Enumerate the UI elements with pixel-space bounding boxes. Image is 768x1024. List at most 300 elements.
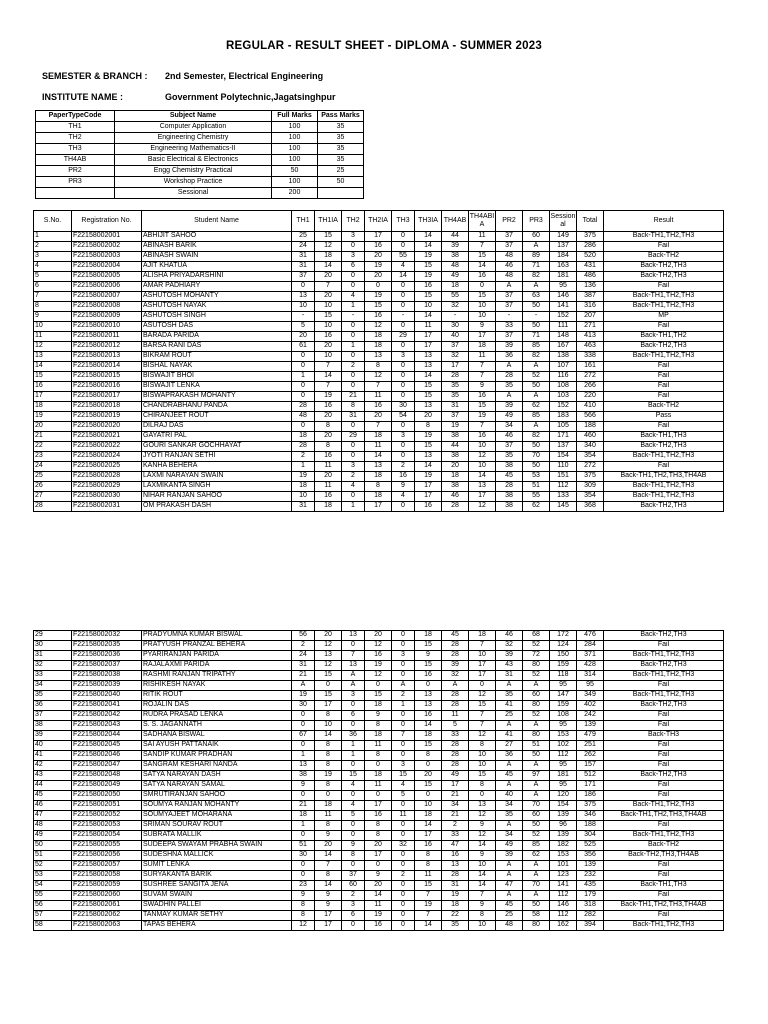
result-cell: SUBRATA MALLIK [142, 831, 292, 841]
result-cell: 31 [34, 651, 72, 661]
result-cell: F22158002055 [72, 841, 142, 851]
result-cell: 19 [34, 412, 72, 422]
result-cell: 13 [469, 801, 496, 811]
table-row [34, 921, 724, 931]
result-cell: 12 [469, 452, 496, 462]
result-cell: F22158002058 [72, 871, 142, 881]
result-cell: 60 [523, 232, 550, 242]
result-cell: 150 [550, 651, 577, 661]
result-cell: 0 [342, 452, 365, 462]
result-cell: F22158002043 [72, 721, 142, 731]
result-cell: F22158002005 [72, 272, 142, 282]
result-cell: A [496, 861, 523, 871]
result-cell: 15 [415, 442, 442, 452]
result-cell: F22158002035 [72, 641, 142, 651]
result-cell: 0 [365, 791, 392, 801]
table-row [34, 252, 724, 262]
result-cell: 159 [550, 701, 577, 711]
result-cell: 37 [496, 232, 523, 242]
result-cell: 29 [392, 332, 415, 342]
result-cell: 23 [292, 881, 315, 891]
result-cell: 0 [392, 661, 415, 671]
result-cell: 37 [496, 242, 523, 252]
result-cell: 271 [577, 322, 604, 332]
subject-cell: 100 [272, 133, 318, 144]
result-cell: 8 [415, 861, 442, 871]
result-cell: 18 [292, 482, 315, 492]
institute-value: Government Polytechnic,Jagatsinghpur [165, 92, 336, 102]
result-cell: PRATYUSH PRANZAL BEHERA [142, 641, 292, 651]
result-cell: 18 [415, 811, 442, 821]
result-cell: 16 [365, 921, 392, 931]
result-cell: 10 [469, 312, 496, 322]
result-cell: 0 [342, 242, 365, 252]
subject-cell: 100 [272, 122, 318, 133]
result-cell: F22158002046 [72, 751, 142, 761]
result-cell: 19 [469, 412, 496, 422]
result-cell: 5 [292, 322, 315, 332]
result-cell: 19 [292, 472, 315, 482]
result-cell: 152 [550, 312, 577, 322]
result-cell: 48 [496, 252, 523, 262]
result-cell: 82 [523, 272, 550, 282]
result-cell: 49 [496, 841, 523, 851]
result-cell: 57 [34, 911, 72, 921]
result-cell: 0 [392, 921, 415, 931]
result-cell: 112 [550, 891, 577, 901]
result-cell: 17 [365, 851, 392, 861]
result-cell: 15 [469, 292, 496, 302]
result-cell: 28 [442, 871, 469, 881]
result-cell: 9 [469, 821, 496, 831]
result-cell: 139 [550, 831, 577, 841]
result-cell: 171 [550, 432, 577, 442]
result-cell: 13 [415, 701, 442, 711]
result-cell: 1 [292, 751, 315, 761]
result-cell: 0 [392, 671, 415, 681]
subject-cell: PR2 [36, 166, 115, 177]
result-cell: 53 [34, 871, 72, 881]
result-cell: 2 [442, 821, 469, 831]
result-cell: 18 [442, 282, 469, 292]
result-cell: 46 [496, 432, 523, 442]
result-cell: 37 [496, 292, 523, 302]
result-cell: 17 [415, 492, 442, 502]
result-cell: Back-TH2,TH3 [604, 502, 724, 512]
result-cell: 8 [365, 482, 392, 492]
subject-cell: 100 [272, 177, 318, 188]
subject-cell: Engineering Mathematics-II [115, 144, 272, 155]
result-cell: 50 [523, 302, 550, 312]
result-cell: MP [604, 312, 724, 322]
subject-row [36, 188, 364, 199]
result-cell: 30 [292, 701, 315, 711]
result-cell: RUDRA PRASAD LENKA [142, 711, 292, 721]
result-cell: 15 [342, 771, 365, 781]
result-cell: 38 [496, 492, 523, 502]
subject-cell: 50 [272, 166, 318, 177]
result-cell: 67 [292, 731, 315, 741]
result-cell: F22158002010 [72, 322, 142, 332]
result-cell: 172 [550, 631, 577, 641]
result-cell: 21 [292, 671, 315, 681]
result-cell: 54 [392, 412, 415, 422]
result-cell: 89 [523, 252, 550, 262]
result-cell: 24 [292, 242, 315, 252]
result-cell: 12 [365, 322, 392, 332]
result-cell: Fail [604, 282, 724, 292]
result-cell: Back-TH1,TH2,TH3 [604, 921, 724, 931]
result-cell: 151 [550, 472, 577, 482]
result-cell: 80 [523, 661, 550, 671]
result-cell: 0 [392, 901, 415, 911]
result-cell: 47 [496, 881, 523, 891]
result-cell: - [496, 312, 523, 322]
result-cell: 28 [292, 442, 315, 452]
result-cell: 36 [496, 751, 523, 761]
result-cell: 8 [469, 911, 496, 921]
result-cell: Fail [604, 891, 724, 901]
result-cell: 31 [442, 402, 469, 412]
table-row [34, 701, 724, 711]
result-cell: 21 [442, 811, 469, 821]
result-cell: 38 [442, 252, 469, 262]
result-cell: 9 [469, 382, 496, 392]
result-cell: A [496, 891, 523, 901]
result-cell: 431 [577, 262, 604, 272]
result-cell: 95 [577, 681, 604, 691]
result-cell: RITIK ROUT [142, 691, 292, 701]
result-cell: 7 [342, 651, 365, 661]
result-cell: 25 [496, 711, 523, 721]
result-cell: 0 [342, 442, 365, 452]
result-cell: ALISHA PRIYADARSHINI [142, 272, 292, 282]
result-cell: 44 [34, 781, 72, 791]
table-row [34, 731, 724, 741]
result-cell: Back-TH2,TH3 [604, 661, 724, 671]
result-cell: 37 [496, 302, 523, 312]
result-cell: 28 [292, 402, 315, 412]
result-cell: 428 [577, 661, 604, 671]
result-cell: 30 [34, 641, 72, 651]
result-cell: 0 [392, 861, 415, 871]
result-cell: 12 [315, 641, 342, 651]
result-cell: 10 [469, 921, 496, 931]
result-cell: 31 [292, 252, 315, 262]
result-cell: 14 [415, 821, 442, 831]
result-cell: 15 [365, 691, 392, 701]
result-cell: 157 [577, 761, 604, 771]
result-cell: 10 [415, 801, 442, 811]
result-cell: 8 [315, 871, 342, 881]
result-cell: 25 [292, 232, 315, 242]
result-cell: 183 [550, 412, 577, 422]
result-cell: 80 [523, 921, 550, 931]
result-cell: 1 [342, 302, 365, 312]
result-cell: 31 [292, 262, 315, 272]
result-cell: 14 [469, 472, 496, 482]
result-cell: 0 [392, 911, 415, 921]
result-cell: 15 [315, 232, 342, 242]
result-cell: 138 [550, 352, 577, 362]
result-cell: 14 [415, 462, 442, 472]
result-cell: 35 [496, 452, 523, 462]
result-cell: 0 [342, 861, 365, 871]
result-cell: 16 [34, 382, 72, 392]
result-cell: Fail [604, 372, 724, 382]
result-cell: 48 [292, 412, 315, 422]
result-cell: 12 [34, 342, 72, 352]
result-cell: SANGRAM KESHARI NANDA [142, 761, 292, 771]
result-cell: BISWAJIT LENKA [142, 382, 292, 392]
result-cell: 18 [365, 332, 392, 342]
result-cell: F22158002042 [72, 711, 142, 721]
result-cell: 21 [442, 791, 469, 801]
result-cell: Back-TH1,TH2,TH3 [604, 302, 724, 312]
result-cell: 4 [342, 482, 365, 492]
table-row [34, 482, 724, 492]
result-cell: 33 [442, 731, 469, 741]
result-cell: 14 [469, 881, 496, 891]
result-cell: 16 [442, 851, 469, 861]
result-cell: 16 [469, 272, 496, 282]
result-cell: 10 [469, 462, 496, 472]
result-cell: F22158002059 [72, 881, 142, 891]
result-cell: 21 [34, 432, 72, 442]
result-cell: F22158002008 [72, 302, 142, 312]
result-cell: 8 [315, 741, 342, 751]
subject-row [36, 144, 364, 155]
result-cell: F22158002029 [72, 482, 142, 492]
result-cell: 181 [550, 771, 577, 781]
result-cell: 18 [442, 901, 469, 911]
result-cell: 32 [442, 302, 469, 312]
result-cell: F22158002007 [72, 292, 142, 302]
table-row [34, 302, 724, 312]
result-cell: 1 [292, 462, 315, 472]
result-cell: 15 [315, 312, 342, 322]
subject-cell: 100 [272, 155, 318, 166]
result-cell: 50 [523, 751, 550, 761]
subject-cell [318, 188, 364, 199]
result-cell: 10 [469, 302, 496, 312]
result-cell: 9 [365, 711, 392, 721]
subject-cell: TH1 [36, 122, 115, 133]
subject-cell: Basic Electrical & Electronics [115, 155, 272, 166]
subject-row [36, 122, 364, 133]
result-cell: LAXMI NARAYAN SWAIN [142, 472, 292, 482]
result-cell: Back-TH1,TH2,TH3 [604, 492, 724, 502]
result-cell: 15 [469, 701, 496, 711]
result-cell: 13 [292, 292, 315, 302]
result-cell: 8 [365, 831, 392, 841]
result-cell: ABINASH BARIK [142, 242, 292, 252]
result-cell: 20 [315, 272, 342, 282]
result-cell: 15 [415, 661, 442, 671]
result-cell: 8 [292, 911, 315, 921]
result-cell: 39 [496, 342, 523, 352]
result-cell: 2 [392, 871, 415, 881]
result-cell: 19 [415, 252, 442, 262]
result-cell: 16 [392, 472, 415, 482]
result-cell: 36 [342, 731, 365, 741]
result-cell: 14 [469, 871, 496, 881]
result-cell: 266 [577, 382, 604, 392]
result-cell: F22158002013 [72, 352, 142, 362]
result-cell: 16 [365, 651, 392, 661]
result-cell: 7 [392, 731, 415, 741]
table-row [34, 342, 724, 352]
result-cell: 7 [469, 242, 496, 252]
result-cell: 6 [342, 262, 365, 272]
result-cell: 39 [496, 651, 523, 661]
result-cell: A [523, 242, 550, 252]
result-cell: 44 [442, 232, 469, 242]
result-cell: 13 [365, 352, 392, 362]
result-cell: 80 [523, 731, 550, 741]
result-cell: 152 [550, 402, 577, 412]
result-cell: 375 [577, 232, 604, 242]
result-cell: 349 [577, 691, 604, 701]
result-cell: SUDEEPA SWAYAM PRABHA SWAIN [142, 841, 292, 851]
result-cell: 4 [342, 292, 365, 302]
result-cell: 0 [392, 232, 415, 242]
result-cell: 45 [442, 631, 469, 641]
result-cell: 34 [496, 801, 523, 811]
subject-cell: PR3 [36, 177, 115, 188]
result-cell: F22158002050 [72, 791, 142, 801]
table-row [34, 661, 724, 671]
result-cell: 70 [523, 881, 550, 891]
result-cell: 0 [392, 801, 415, 811]
result-cell: 82 [523, 352, 550, 362]
result-cell: 60 [523, 691, 550, 701]
result-cell: 11 [365, 901, 392, 911]
result-cell: 8 [415, 422, 442, 432]
result-cell: 54 [34, 881, 72, 891]
result-cell: 14 [469, 262, 496, 272]
result-cell: 0 [342, 921, 365, 931]
result-cell: A [496, 681, 523, 691]
result-cell: 0 [292, 791, 315, 801]
results-header-cell: TH3IA [415, 211, 442, 232]
result-cell: Back-TH1,TH2,TH3 [604, 801, 724, 811]
result-cell: 15 [415, 382, 442, 392]
result-cell: 18 [365, 342, 392, 352]
result-cell: 30 [392, 402, 415, 412]
subject-header-cell: Subject Name [115, 111, 272, 122]
results-header-cell: TH1IA [315, 211, 342, 232]
result-cell: Fail [604, 761, 724, 771]
result-cell: 13 [415, 691, 442, 701]
table-row [34, 691, 724, 701]
results-header-cell: Student Name [142, 211, 292, 232]
result-cell: 27 [34, 492, 72, 502]
result-cell: 0 [392, 452, 415, 462]
result-cell: RAJALAXMI PARIDA [142, 661, 292, 671]
result-cell: 31 [496, 671, 523, 681]
result-cell: Back-TH2 [604, 402, 724, 412]
result-cell: 38 [292, 771, 315, 781]
result-cell: 96 [550, 821, 577, 831]
result-cell: 20 [365, 412, 392, 422]
result-cell: 6 [34, 282, 72, 292]
table-row [34, 841, 724, 851]
result-cell: 52 [34, 861, 72, 871]
result-cell: A [523, 362, 550, 372]
results-table-part-1 [33, 210, 724, 512]
result-cell: DILRAJ DAS [142, 422, 292, 432]
result-cell: 153 [550, 851, 577, 861]
result-cell: 8 [415, 851, 442, 861]
result-cell: CHANDRABHANU PANDA [142, 402, 292, 412]
result-cell: 9 [315, 831, 342, 841]
result-cell: 18 [365, 432, 392, 442]
result-cell: Back-TH1,TH2,TH3 [604, 232, 724, 242]
result-cell: 25 [34, 472, 72, 482]
subject-cell: 200 [272, 188, 318, 199]
result-cell: A [523, 681, 550, 691]
result-cell: 1 [292, 372, 315, 382]
result-cell: Back-TH1,TH2,TH3 [604, 831, 724, 841]
result-cell: SUSHREE SANGITA JENA [142, 881, 292, 891]
result-cell: 0 [342, 831, 365, 841]
result-cell: 62 [523, 502, 550, 512]
result-cell: 43 [34, 771, 72, 781]
result-cell: 0 [392, 292, 415, 302]
result-cell: 52 [523, 711, 550, 721]
table-row [34, 392, 724, 402]
result-cell: 20 [34, 422, 72, 432]
result-cell: A [523, 422, 550, 432]
result-cell: 85 [523, 342, 550, 352]
result-cell: 14 [315, 881, 342, 891]
result-cell: 12 [469, 502, 496, 512]
result-cell: 118 [550, 671, 577, 681]
result-cell: A [496, 781, 523, 791]
result-cell: F22158002009 [72, 312, 142, 322]
result-cell: Fail [604, 392, 724, 402]
result-cell: 102 [550, 741, 577, 751]
result-cell: 309 [577, 482, 604, 492]
result-cell: 17 [442, 781, 469, 791]
result-cell: 3 [392, 352, 415, 362]
result-cell: 8 [415, 751, 442, 761]
result-cell: F22158002006 [72, 282, 142, 292]
table-row [34, 881, 724, 891]
result-cell: 20 [365, 272, 392, 282]
result-cell: 7 [469, 721, 496, 731]
result-cell: 387 [577, 292, 604, 302]
result-cell: 0 [392, 502, 415, 512]
result-cell: 101 [550, 861, 577, 871]
result-cell: 146 [550, 901, 577, 911]
result-cell: 72 [523, 651, 550, 661]
result-cell: 0 [292, 831, 315, 841]
result-cell: 39 [34, 731, 72, 741]
result-cell: 0 [292, 352, 315, 362]
result-cell: 3 [342, 252, 365, 262]
result-cell: 0 [342, 701, 365, 711]
result-cell: F22158002044 [72, 731, 142, 741]
result-cell: 28 [442, 701, 469, 711]
result-cell: 15 [415, 392, 442, 402]
result-cell: 26 [34, 482, 72, 492]
result-cell: 512 [577, 771, 604, 781]
result-cell: 137 [550, 242, 577, 252]
result-cell: SOUMYA RANJAN MOHANTY [142, 801, 292, 811]
result-cell: 0 [415, 681, 442, 691]
